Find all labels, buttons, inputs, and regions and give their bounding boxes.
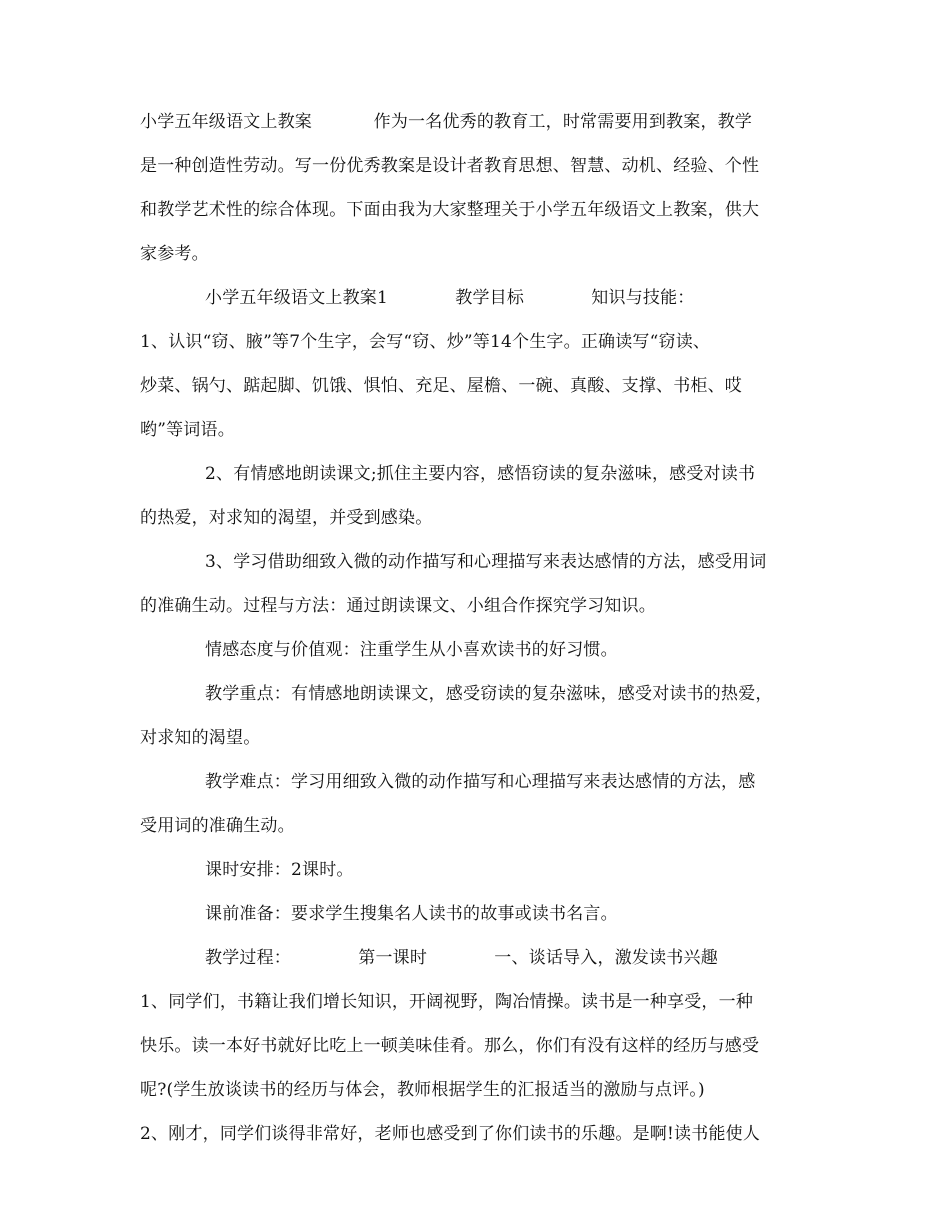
text-line-2: 是一种创造性劳动。写一份优秀教案是设计者教育思想、智慧、动机、经验、个性: [140, 156, 760, 176]
text-line-8: 哟”等词语。: [140, 420, 235, 440]
text-line-1: 小学五年级语文上教案 作为一名优秀的教育工，时常需要用到教案，教学: [140, 112, 753, 132]
text-line-10: 的热爱，对求知的渴望，并受到感染。: [140, 508, 433, 528]
text-line-22: 快乐。读一本好书就好比吃上一顿美味佳肴。那么，你们有没有这样的经历与感受: [140, 1036, 760, 1056]
text-line-21: 1、同学们，书籍让我们增长知识，开阔视野，陶冶情操。读书是一种享受，一种: [140, 992, 754, 1012]
text-line-13: 情感态度与价值观：注重学生从小喜欢读书的好习惯。: [205, 640, 618, 660]
text-line-17: 受用词的准确生动。: [140, 816, 295, 836]
text-line-11: 3、学习借助细致入微的动作描写和心理描写来表达感情的方法，感受用词: [205, 552, 767, 572]
text-line-23: 呢?(学生放谈读书的经历与体会，教师根据学生的汇报适当的激励与点评。): [140, 1080, 705, 1100]
text-line-12: 的准确生动。过程与方法：通过朗读课文、小组合作探究学习知识。: [140, 596, 656, 616]
text-line-18: 课时安排：2课时。: [205, 860, 354, 880]
text-line-9: 2、有情感地朗读课文;抓住主要内容，感悟窃读的复杂滋味，感受对读书: [205, 464, 756, 484]
text-line-3: 和教学艺术性的综合体现。下面由我为大家整理关于小学五年级语文上教案，供大: [140, 200, 760, 220]
text-line-15: 对求知的渴望。: [140, 728, 261, 748]
text-line-19: 课前准备：要求学生搜集名人读书的故事或读书名言。: [205, 904, 618, 924]
text-line-7: 炒菜、锅勺、踮起脚、饥饿、惧怕、充足、屋檐、一碗、真酸、支撑、书柜、哎: [140, 376, 742, 396]
text-line-6: 1、认识“窃、腋”等7个生字，会写“窃、炒”等14个生字。正确读写“窃读、: [140, 332, 711, 352]
text-line-4: 家参考。: [140, 244, 209, 264]
text-line-16: 教学难点：学习用细致入微的动作描写和心理描写来表达感情的方法，感: [205, 772, 756, 792]
text-line-5: 小学五年级语文上教案1 教学目标 知识与技能：: [205, 288, 695, 308]
text-line-20: 教学过程： 第一课时 一、谈话导入，激发读书兴趣: [205, 948, 718, 968]
text-line-14: 教学重点：有情感地朗读课文，感受窃读的复杂滋味，感受对读书的热爱，: [205, 684, 773, 704]
text-line-24: 2、刚才，同学们谈得非常好，老师也感受到了你们读书的乐趣。是啊!读书能使人: [140, 1124, 761, 1144]
